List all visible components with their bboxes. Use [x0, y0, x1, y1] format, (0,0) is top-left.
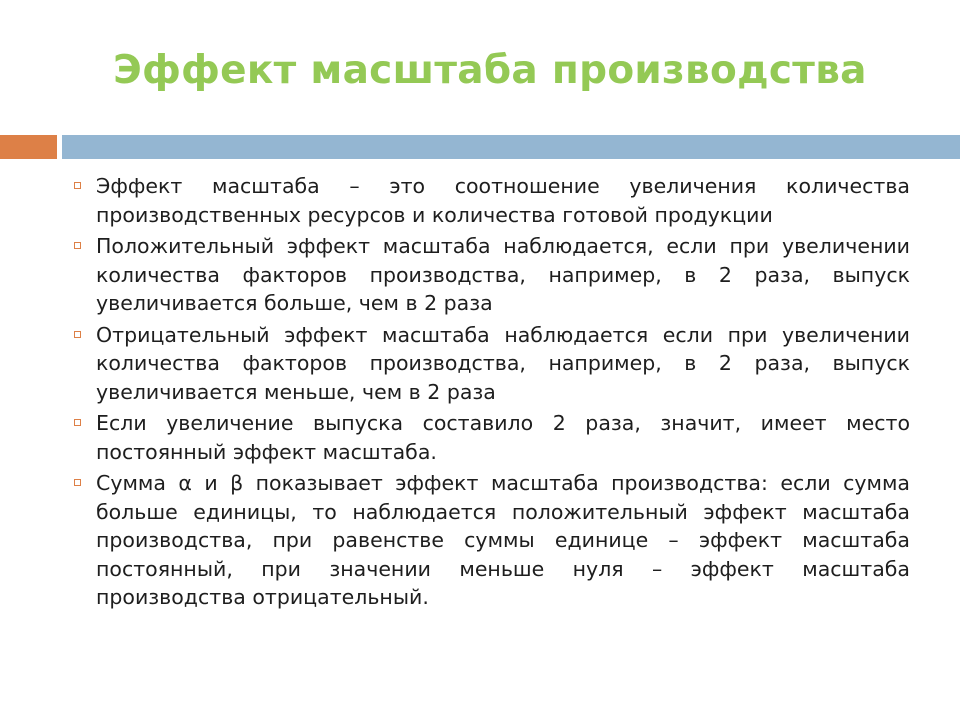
bullet-list: [74, 172, 910, 615]
accent-bar-orange: [0, 135, 57, 159]
bullet-item: Если увеличение выпуска составило 2 раза, значит, имеет место постоянный эффект масштаба.: [74, 409, 910, 466]
slide-title: Эффект масштаба производства: [113, 48, 867, 93]
bullet-item: Эффект масштаба – это соотношение увеличения количества производственных ресурсов и количества готовой продукции: [74, 172, 910, 229]
bullet-item: Отрицательный эффект масштаба наблюдается если при увеличении количества факторов производства, например, в 2 раза, выпуск увеличивается меньше, чем в 2 раза: [74, 321, 910, 407]
bullet-item: Сумма α и β показывает эффект масштаба производства: если сумма больше единицы, то наблюдается положительный эффект масштаба производства, при равенстве суммы единице – эффект масштаба постоянный, при значении меньше нуля – эффект масштаба производства отрицательный.: [74, 469, 910, 612]
accent-bar-blue: [62, 135, 960, 159]
bullet-item: Положительный эффект масштаба наблюдается, если при увеличении количества факторов производства, например, в 2 раза, выпуск увеличивается больше, чем в 2 раза: [74, 232, 910, 318]
